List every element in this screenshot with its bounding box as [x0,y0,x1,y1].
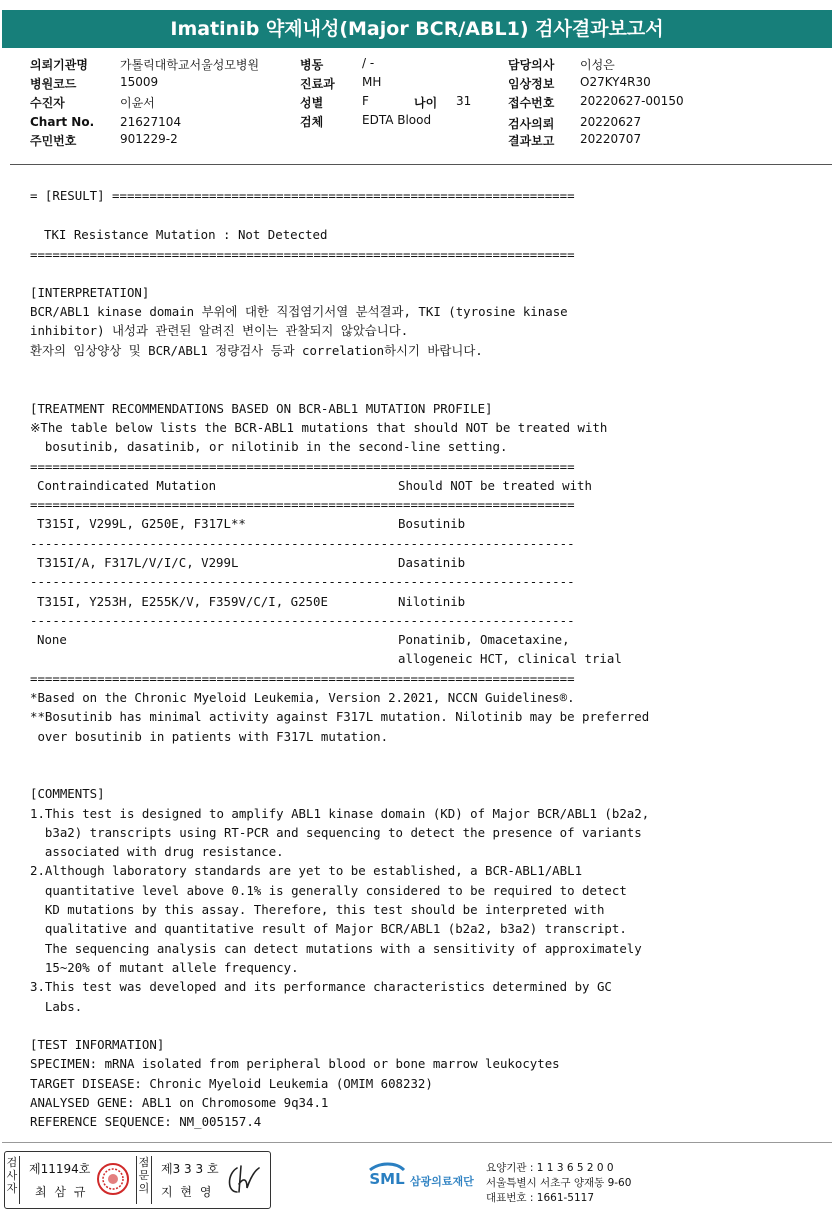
header-value: 20220627-00150 [580,94,684,108]
footnote: *Based on the Chronic Myeloid Leukemia, Version 2.2021, NCCN Guidelines®. [30,690,575,705]
column-header-drug: Should NOT be treated with [398,478,592,493]
org-info-line: 대표번호 : 1661-5117 [486,1192,595,1204]
checker-label: 점문의 [136,1156,152,1204]
treatment-heading: [TREATMENT RECOMMENDATIONS BASED ON BCR-ABL1 MUTATION PROFILE] [30,401,493,416]
table-cell-drug: Ponatinib, Omacetaxine, [398,632,570,647]
column-header-mutation: Contraindicated Mutation [37,478,217,493]
header-value: 이윤서 [120,96,155,110]
header-value: 20220707 [580,132,642,146]
table-top-rule: ========================================================================= [30,459,575,474]
header-label: 임상정보 [508,77,555,91]
tester-name: 최 삼 규 [35,1185,88,1199]
header-value: 901229-2 [120,132,178,146]
test-info-heading: [TEST INFORMATION] [30,1037,165,1052]
table-cell-drug: allogeneic HCT, clinical trial [398,651,622,666]
header-value: 가톨릭대학교서울성모병원 [120,58,260,72]
header-label: 병원코드 [30,77,77,91]
interpretation-line: inhibitor) 내성과 관련된 알려진 변이는 관찰되지 않았습니다. [30,323,409,338]
age-label: 나이 [414,96,438,110]
header-label: 검체 [300,115,324,129]
checker-license-no: 제3 3 3 호 [161,1162,219,1176]
header-label: 병동 [300,58,324,72]
header-value: 15009 [120,75,159,89]
org-info-line: 요양기관 : 1 1 3 6 5 2 0 0 [486,1162,614,1174]
comment-line: associated with drug resistance. [30,844,284,859]
signature-box [4,1151,271,1209]
table-cell-mutation: T315I, Y253H, E255K/V, F359V/C/I, G250E [37,594,328,609]
footnote: over bosutinib in patients with F317L mutation. [30,729,389,744]
result-end-line: ========================================================================= [30,247,575,262]
interpretation-line: BCR/ABL1 kinase domain 부위에 대한 직접염기서열 분석결과, TKI (tyrosine kinase [30,304,568,319]
table-row-rule: ------------------------------------------------------------------------- [30,536,575,551]
treatment-intro-line: bosutinib, dasatinib, or nilotinib in the second-line setting. [30,439,508,454]
table-cell-mutation: T315I/A, F317L/V/I/C, V299L [37,555,239,570]
table-header-rule: ========================================================================= [30,497,575,512]
header-value: MH [362,75,382,89]
comments-heading: [COMMENTS] [30,786,105,801]
test-info-line: SPECIMEN: mRNA isolated from peripheral blood or bone marrow leukocytes [30,1056,560,1071]
age-value: 31 [456,94,472,108]
header-value: 이성은 [580,58,615,72]
comment-line: 1.This test is designed to amplify ABL1 kinase domain (KD) of Major BCR/ABL1 (b2a2, [30,806,650,821]
test-info-line: TARGET DISEASE: Chronic Myeloid Leukemia (OMIM 608232) [30,1076,433,1091]
org-name: 삼광의료재단 [410,1175,474,1188]
header-value: 21627104 [120,115,182,129]
comment-line: 2.Although laboratory standards are yet to be established, a BCR-ABL1/ABL1 [30,863,583,878]
header-label: Chart No. [30,115,95,129]
table-cell-drug: Nilotinib [398,594,466,609]
header-label: 주민번호 [30,134,77,148]
header-label: 진료과 [300,77,335,91]
comment-line: The sequencing analysis can detect mutations with a sensitivity of approximately [30,941,642,956]
table-row-rule: ------------------------------------------------------------------------- [30,613,575,628]
report-title: Imatinib 약제내성(Major BCR/ABL1) 검사결과보고서 [2,10,832,48]
test-info-line: ANALYSED GENE: ABL1 on Chromosome 9q34.1 [30,1095,329,1110]
footer-divider [2,1142,832,1143]
signature-icon [223,1162,267,1198]
footnote: **Bosutinib has minimal activity against F317L mutation. Nilotinib may be preferred [30,709,650,724]
table-cell-mutation: T315I, V299L, G250E, F317L** [37,516,246,531]
header-label: 담당의사 [508,58,555,72]
comment-line: Labs. [30,999,83,1014]
header-label: 검사의뢰 [508,117,555,131]
header-value: F [362,94,369,108]
sml-logo [366,1160,408,1196]
table-cell-drug: Dasatinib [398,555,466,570]
header-value: / - [362,56,375,70]
comment-line: KD mutations by this assay. Therefore, this test should be interpreted with [30,902,605,917]
table-bottom-rule: ========================================================================= [30,671,575,686]
treatment-intro-line: ※The table below lists the BCR-ABL1 mutations that should NOT be treated with [30,420,608,435]
interpretation-line: 환자의 임상양상 및 BCR/ABL1 정량검사 등과 correlation하시기 바랍니다. [30,343,483,358]
interpretation-heading: [INTERPRETATION] [30,285,150,300]
header-label: 수진자 [30,96,65,110]
table-cell-mutation: None [37,632,67,647]
result-text: TKI Resistance Mutation : Not Detected [44,227,328,242]
comment-line: b3a2) transcripts using RT-PCR and sequencing to detect the presence of variants [30,825,642,840]
header-value: EDTA Blood [362,113,432,127]
comment-line: 3.This test was developed and its performance characteristics determined by GC [30,979,612,994]
logo-text: SML [369,1170,405,1188]
test-info-line: REFERENCE SEQUENCE: NM_005157.4 [30,1114,262,1129]
header-label: 성별 [300,96,324,110]
header-value: O27KY4R30 [580,75,651,89]
comment-line: quantitative level above 0.1% is generally considered to be required to detect [30,883,627,898]
header-label: 의뢰기관명 [30,58,88,72]
result-header-line: = [RESULT] ============================================================== [30,188,575,203]
comment-line: 15~20% of mutant allele frequency. [30,960,299,975]
checker-name: 지 현 영 [161,1185,214,1199]
header-label: 접수번호 [508,96,555,110]
header-divider [10,164,832,165]
stamp-icon [96,1162,130,1196]
org-info-line: 서울특별시 서초구 양재동 9-60 [486,1177,632,1189]
table-row-rule: ------------------------------------------------------------------------- [30,574,575,589]
tester-license-no: 제11194호 [29,1162,91,1176]
table-cell-drug: Bosutinib [398,516,466,531]
tester-label: 검사자 [5,1156,20,1204]
comment-line: qualitative and quantitative result of Major BCR/ABL1 (b2a2, b3a2) transcript. [30,921,627,936]
header-label: 결과보고 [508,134,555,148]
header-value: 20220627 [580,115,642,129]
